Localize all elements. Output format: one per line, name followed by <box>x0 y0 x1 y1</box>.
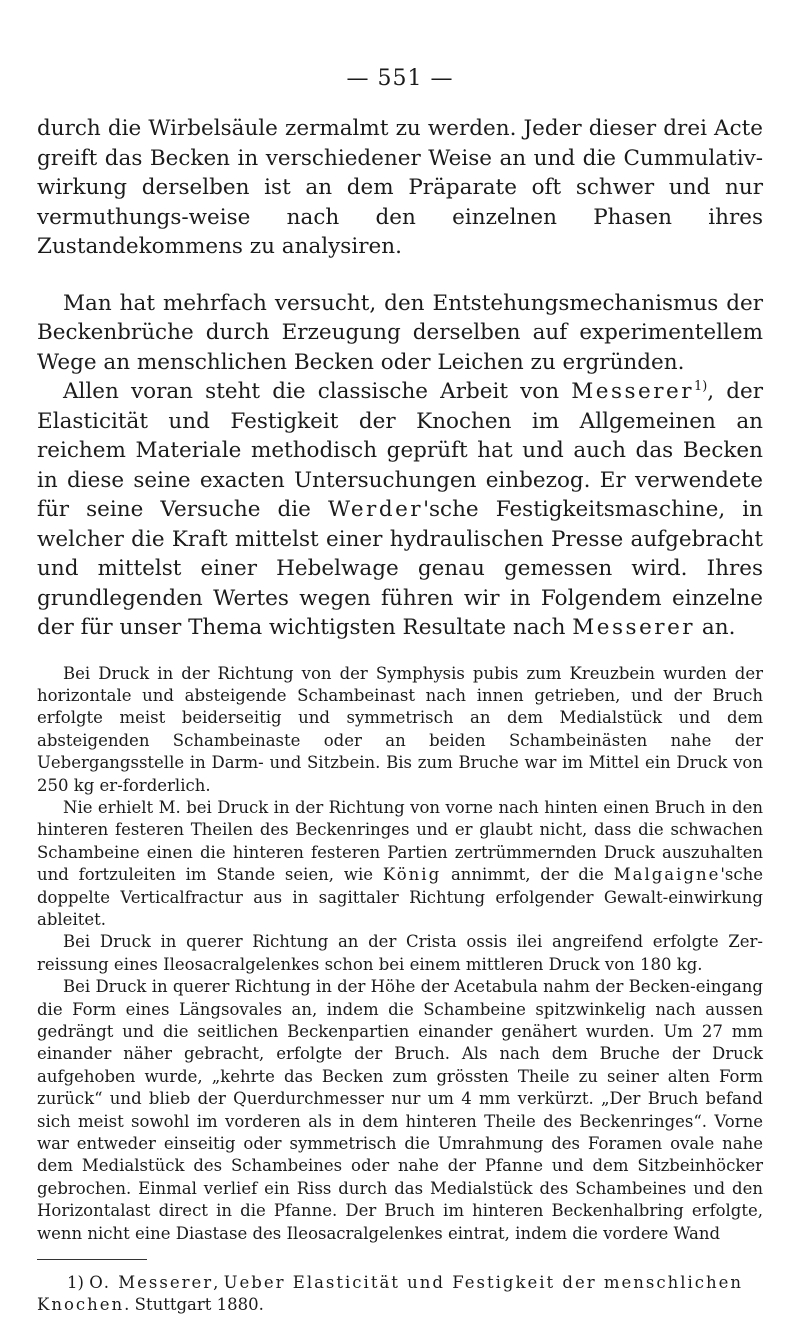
footnote-divider <box>37 1259 147 1260</box>
paragraph-3 <box>37 377 763 643</box>
author-messerer: Messerer <box>571 379 695 404</box>
result-2 <box>37 797 763 931</box>
name-koenig: König <box>382 865 442 885</box>
result-3: Bei Druck in querer Richtung an der Crista ossis ilei angreifend erfolgte Zer-reissung eines Ileosacralgelenkes schon bei einem mittleren Druck von 180 kg. <box>37 932 763 974</box>
paragraph-3-mid1: , der Elasticität und Festigkeit der Knochen im Allgemeinen an reichem Materiale methodisch geprüft hat und auch das Becken in diese seine exacten Untersuchungen einbezog. Er verwendete für seine Versuche die <box>37 379 763 522</box>
result-1: Bei Druck in der Richtung von der Symphysis pubis zum Kreuzbein wurden der horizontale und absteigende Schambeinast nach innen getrieben, und der Bruch erfolgte meist beiderseitig und symmetrisch an dem Medialstück und dem absteigenden Schambeinaste oder an beiden Schambeinästen nahe der Uebergangsstelle in Darm- und Sitzbein. Bis zum Bruche war im Mittel ein Druck von 250 kg er-forderlich. <box>37 663 763 795</box>
paragraph-3-pre: Allen voran steht die classische Arbeit von <box>63 379 572 404</box>
footnote-mark: 1) <box>67 1273 84 1293</box>
footnote-author: O. Messerer <box>89 1273 214 1293</box>
footnote: 1) O. Messerer, Ueber Elasticität und Festigkeit der menschlichen Knochen. Stuttgart 1880. <box>37 1273 744 1315</box>
paragraph-2: Man hat mehrfach versucht, den Entstehungsmechanismus der Beckenbrüche durch Erzeugung derselben auf experimentellem Wege an menschlichen Becken oder Leichen zu ergründen. <box>37 290 763 375</box>
paragraph-1: durch die Wirbelsäule zermalmt zu werden. Jeder dieser drei Acte greift das Becken in verschiedener Weise an und die Cummulativ-wirkung derselben ist an dem Präparate oft schwer und nur vermuthungs-weise nach den einzelnen Phasen ihres Zustandekommens zu analysiren. <box>37 116 763 259</box>
name-werder: Werder <box>327 497 424 522</box>
name-malgaigne: Malgaigne <box>613 865 721 885</box>
author-messerer-2: Messerer <box>572 615 696 640</box>
page-body <box>37 64 763 1333</box>
page-number: — 551 — <box>346 66 454 91</box>
result-2-post: 'sche doppelte Verticalfractur aus in sagittaler Richtung erfolgender Gewalt-einwirkung ableitet. <box>37 865 763 929</box>
footnote-title: Ueber Elasticität und Festigkeit der menschlichen Knochen <box>37 1273 744 1315</box>
paragraph-3-post: an. <box>695 615 736 640</box>
result-2-mid: annimmt, der die <box>441 865 614 885</box>
footnote-rest: . Stuttgart 1880. <box>124 1295 264 1315</box>
footnote-ref: 1) <box>694 378 708 394</box>
paragraph-3-mid2: 'sche Festigkeitsmaschine, in welcher die Kraft mittelst einer hydraulischen Presse aufgebracht und mittelst einer Hebelwage genau gemessen wird. Ihres grundlegenden Wertes wegen führen wir in Folgendem einzelne der für unser Thema wichtigsten Resultate nach <box>37 497 763 640</box>
result-4: Bei Druck in querer Richtung in der Höhe der Acetabula nahm der Becken-eingang die Form eines Längsovales an, indem die Schambeine spitzwinkelig nach aussen gedrängt und die seitlichen Beckenpartien einander genähert wurden. Um 27 mm einander näher gebracht, erfolgte der Bruch. Als nach dem Bruche der Druck aufgehoben wurde, „kehrte das Becken zum grössten Theile zu seiner alten Form zurück“ und blieb der Querdurchmesser nur um 4 mm verkürzt. „Der Bruch befand sich meist sowohl im vorderen als in dem hinteren Theile des Beckenringes“. Vorne war entweder einseitig oder symmetrisch die Umrahmung des Foramen ovale nahe dem Medialstück des Schambeines oder nahe der Pfanne und dem Sitzbeinhöcker gebrochen. Einmal verlief ein Riss durch das Medialstück des Schambeines und den Horizontalast direct in die Pfanne. Der Bruch im hinteren Beckenhalbring erfolgte, wenn nicht eine Diastase des Ileosacralgelenkes eintrat, indem die vordere Wand <box>37 977 763 1243</box>
result-2-pre: Nie erhielt M. bei Druck in der Richtung von vorne nach hinten einen Bruch in den hinteren festeren Theilen des Beckenringes und er glaubt nicht, dass die schwachen Schambeine einen die hinteren festeren Partien zertrümmernden Druck auszuhalten und fortzuleiten im Stande seien, wie <box>37 797 763 885</box>
